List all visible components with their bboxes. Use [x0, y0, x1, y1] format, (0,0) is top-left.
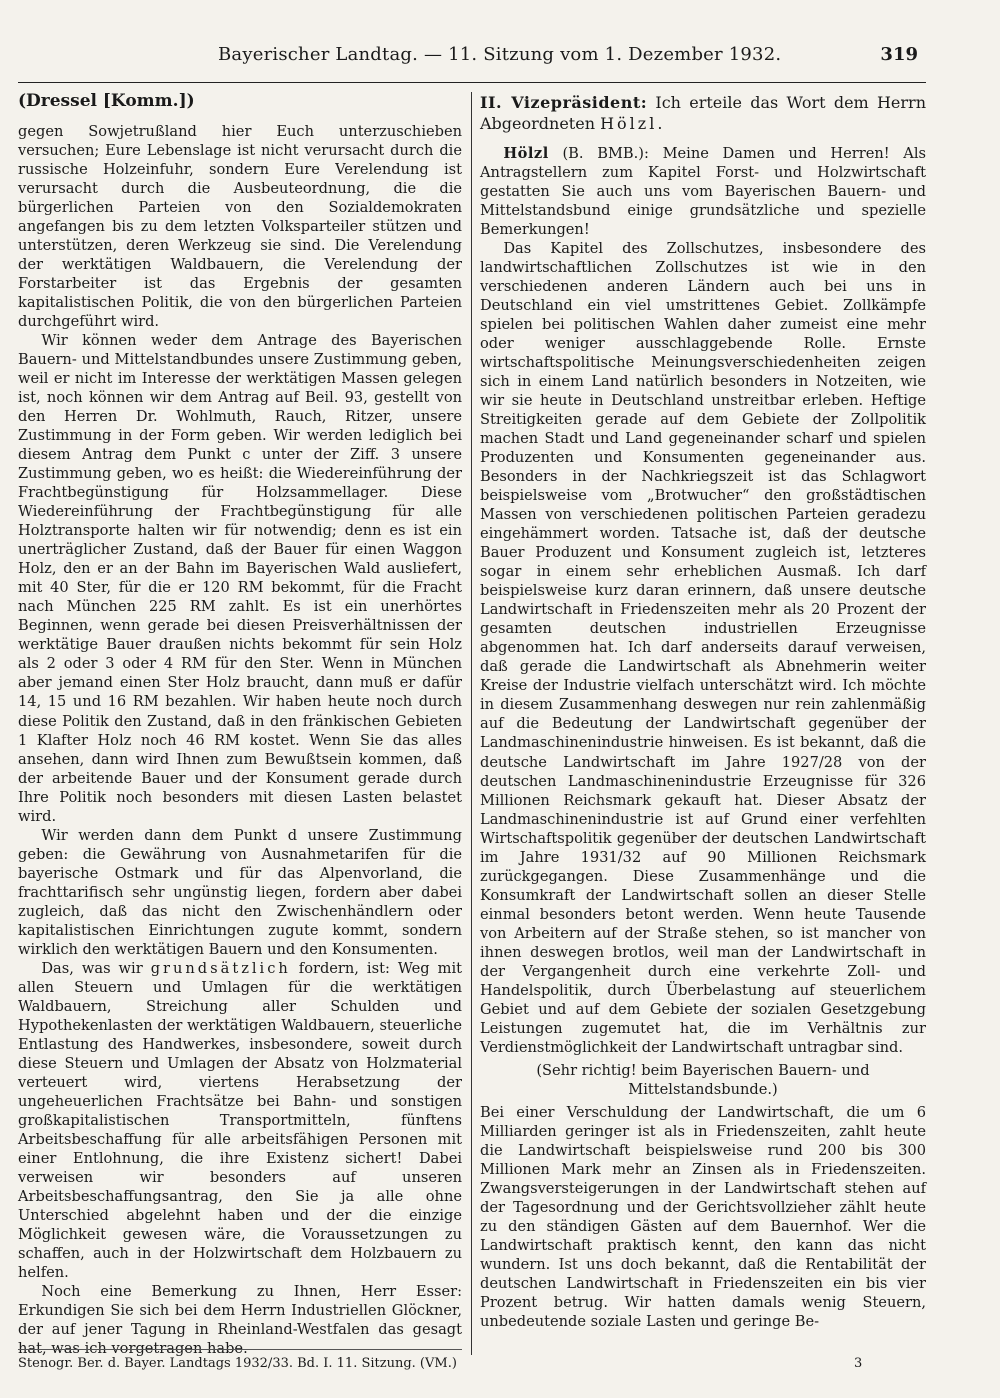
paragraph: gegen Sowjetrußland hier Euch unterzuschieben versuchen; Eure Lebenslage ist nicht verursacht durch die russische Holzeinfuhr, sondern Eure Verelendung ist verursacht durch die Ausbeuteordnung, die die bürgerlichen Parteien von den Sozialdemokraten angefangen bis zu dem letzten Volksparteiler stützen und unterstützen, deren Werkzeug sie sind. Die Verelendung der werktätigen Waldbauern, die Verelendung der Forstarbeiter ist das Ergebnis der gesamten kapitalistischen Politik, die von den bürgerlichen Parteien durchgeführt wird. [18, 123, 462, 331]
vice-president-remark: II. Vizepräsident: Ich erteile das Wort dem Herrn Abgeordneten Hölzl. [480, 93, 927, 133]
header-rule [18, 82, 926, 83]
speaker-name: II. Vizepräsident: [480, 93, 648, 112]
printer-signature: Stenogr. Ber. d. Bayer. Landtags 1932/33. Bd. I. 11. Sitzung. (VM.) [18, 1356, 457, 1371]
page-number: 319 [880, 44, 918, 65]
member-name: Hölzl [600, 114, 658, 133]
paragraph: Das, was wir grundsätzlich fordern, ist: Weg mit allen Steuern und Umlagen für die werktätigen Waldbauern, Streichung aller Schulden und Hypothekenlasten der werktätigen Waldbauern, steuerliche Entlastung des Handwerkes, insbesondere, soweit durch diese Steuern und Umlagen der Absatz von Holzmaterial verteuert wird, viertens Herabsetzung der ungeheuerlichen Frachtsätze bei Bahn- und sonstigen großkapitalistischen Transportmitteln, fünftens Arbeitsbeschaffung für alle arbeitsfähigen Personen mit einer Entlohnung, die ihre Existenz sichert! Dabei verweisen wir besonders auf unseren Arbeitsbeschaffungsantrag, den Sie ja alle ohne Unterschied abgelehnt haben und der die einzige Möglichkeit gewesen wäre, die Voraussetzungen zu schaffen, auch in der Holzwirtschaft dem Holzbauern zu helfen. [18, 959, 463, 1281]
speaker-name: Hölzl [503, 145, 549, 162]
speech-opening: Hölzl (B. BMB.): Meine Damen und Herren! Als Antragstellern zum Kapitel Forst- und Holzwirtschaft gestatten Sie auch uns vom Bayerischen Bauern- und Mittelstandsbund einige grundsätzliche und spezielle Bemerkungen! [480, 145, 926, 239]
paragraph: Das Kapitel des Zollschutzes, insbesondere des landwirtschaftlichen Zollschutzes ist wie in den verschiedenen anderen Ländern auch bei uns in Deutschland ein viel umstrittenes Gebiet. Zollkämpfe spielen bei politischen Wahlen daher zumeist eine mehr oder weniger ausschlaggebende Rolle. Ernste wirtschaftspolitische Meinungsverschiedenheiten zeigen sich in einem Land natürlich besonders in Notzeiten, wie wir sie heute in Deutschland unstreitbar erleben. Heftige Streitigkeiten gerade auf dem Gebiete der Zollpolitik machen Stadt und Land gegeneinander scharf und spielen Produzenten und Konsumenten gegeneinander aus. Besonders in der Nachkriegszeit ist das Schlagwort beispielsweise vom „Brotwucher“ den großstädtischen Massen von verschiedenen politischen Parteien geradezu eingehämmert worden. Tatsache ist, daß der deutsche Bauer Produzent und Konsument zugleich ist, letzteres sogar in einem sehr erheblichen Ausmaß. Ich darf beispielsweise kurz daran erinnern, daß unsere deutsche Landwirtschaft in Friedenszeiten mehr als 20 Prozent der gesamten deutschen industriellen Erzeugnisse abgenommen hat. Ich darf anderseits darauf verweisen, daß gerade die Landwirtschaft als Abnehmerin weiter Kreise der Industrie vielfach unterschätzt wird. Ich möchte in diesem Zusammenhang deswegen nur rein zahlenmäßig auf die Bedeutung der Landwirtschaft gegenüber der Landmaschinenindustrie hinweisen. Es ist bekannt, daß die deutsche Landwirtschaft im Jahre 1927/28 von der deutschen Landmaschinenindustrie Erzeugnisse für 326 Millionen Reichsmark gekauft hat. Dieser Absatz der Landmaschinenindustrie ist auf Grund einer verfehlten Wirtschaftspolitik gegenüber der deutschen Landwirtschaft im Jahre 1931/32 auf 90 Millionen Reichsmark zurückgegangen. Diese Zusammenhänge und die Konsumkraft der Landwirtschaft sollen an dieser Stelle einmal besonders betont werden. Wenn heute Tausende von Arbeitern auf der Straße stehen, so ist mancher von ihnen deswegen brotlos, weil man der Landwirtschaft in der Vergangenheit durch eine verkehrte Zoll- und Handelspolitik, durch Überbelastung auf steuerlichem Gebiet und auf dem Gebiete der sozialen Gesetzgebung Leistungen zugemutet hat, die im Verhältnis zur Verdienstmöglichkeit der Landwirtschaft untragbar sind. [480, 240, 926, 1056]
interjection: (Sehr richtig! beim Bayerischen Bauern- und Mittelstandsbunde.) [536, 1061, 870, 1098]
speaker-continuation-tag: (Dressel [Komm.]) [18, 91, 195, 111]
running-title: Bayerischer Landtag. — 11. Sitzung vom 1. Dezember 1932. [218, 44, 782, 65]
sheet-number: 3 [854, 1356, 863, 1371]
left-column [18, 92, 462, 1358]
running-header [18, 44, 918, 74]
paragraph: Wir können weder dem Antrage des Bayerischen Bauern- und Mittelstandbundes unsere Zustimmung geben, weil er nicht im Interesse der werktätigen Massen gelegen ist, noch können wir dem Antrag auf Beil. 93, gestellt von den Herren Dr. Wohlmuth, Rauch, Ritzer, unsere Zustimmung in der Form geben. Wir werden lediglich bei diesem Antrag dem Punkt c unter der Ziff. 3 unsere Zustimmung geben, wo es heißt: die Wiedereinführung der Frachtbegünstigung für Holzsammellager. Diese Wiedereinführung der Frachtbegünstigung für alle Holztransporte halten wir für notwendig; denn es ist ein unerträglicher Zustand, daß der Bauer für einen Waggon Holz, den er an der Bahn im Bayerischen Wald ausliefert, mit 40 Ster, für die er 120 RM bekommt, für die Fracht nach München 225 RM zahlt. Es ist ein unerhörtes Beginnen, wenn gerade bei diesen Preisverhältnissen der werktätige Bauer draußen nichts bekommt für sein Holz als 2 oder 3 oder 4 RM für den Ster. Wenn in München aber jemand einen Ster Holz braucht, dann muß er dafür 14, 15 und 16 RM bezahlen. Wir haben heute noch durch diese Politik den Zustand, daß in den fränkischen Gebieten 1 Klafter Holz noch 46 RM kostet. Wenn Sie das alles ansehen, dann wird Ihnen zum Bewußtsein kommen, daß der arbeitende Bauer und der Konsument gerade durch Ihre Politik noch besonders mit diesen Lasten belastet wird. [18, 332, 462, 825]
footer-rule [18, 1349, 462, 1350]
paragraph: Bei einer Verschuldung der Landwirtschaft, die um 6 Milliarden geringer ist als in Friedenszeiten, zahlt heute die Landwirtschaft beispielsweise rund 200 bis 300 Millionen Mark mehr an Zinsen als in Friedenszeiten. Zwangsversteigerungen in der Landwirtschaft stehen auf der Tagesordnung und der Gerichtsvollzieher zählt heute zu den ständigen Gästen auf dem Bauernhof. Wer die Landwirtschaft praktisch kennt, den kann das nicht wundern. Ist uns doch bekannt, daß die Rentabilität der deutschen Landwirtschaft in Friedenszeiten ein bis vier Prozent betrug. Wir hatten damals wenig Steuern, unbedeutende soziale Lasten und geringe Be- [480, 1103, 926, 1330]
right-column [480, 92, 926, 1331]
emphasized-word: grundsätzlich [150, 959, 291, 977]
paragraph: Noch eine Bemerkung zu Ihnen, Herr Esser: Erkundigen Sie sich bei dem Herrn Industriellen Glöckner, der auf jener Tagung in Rheinland-Westfalen das gesagt hat, was ich vorgetragen habe. [18, 1282, 462, 1358]
column-divider [471, 92, 472, 1355]
paragraph: Wir werden dann dem Punkt d unsere Zustimmung geben: die Gewährung von Ausnahmetarifen für die bayerische Ostmark und für das Alpenvorland, die frachttarifisch sehr ungünstig liegen, fordern aber dabei zugleich, daß das nicht den Zwischenhändlern oder kapitalistischen Einrichtungen zugute kommt, sondern wirklich den werktätigen Bauern und den Konsumenten. [18, 826, 462, 958]
